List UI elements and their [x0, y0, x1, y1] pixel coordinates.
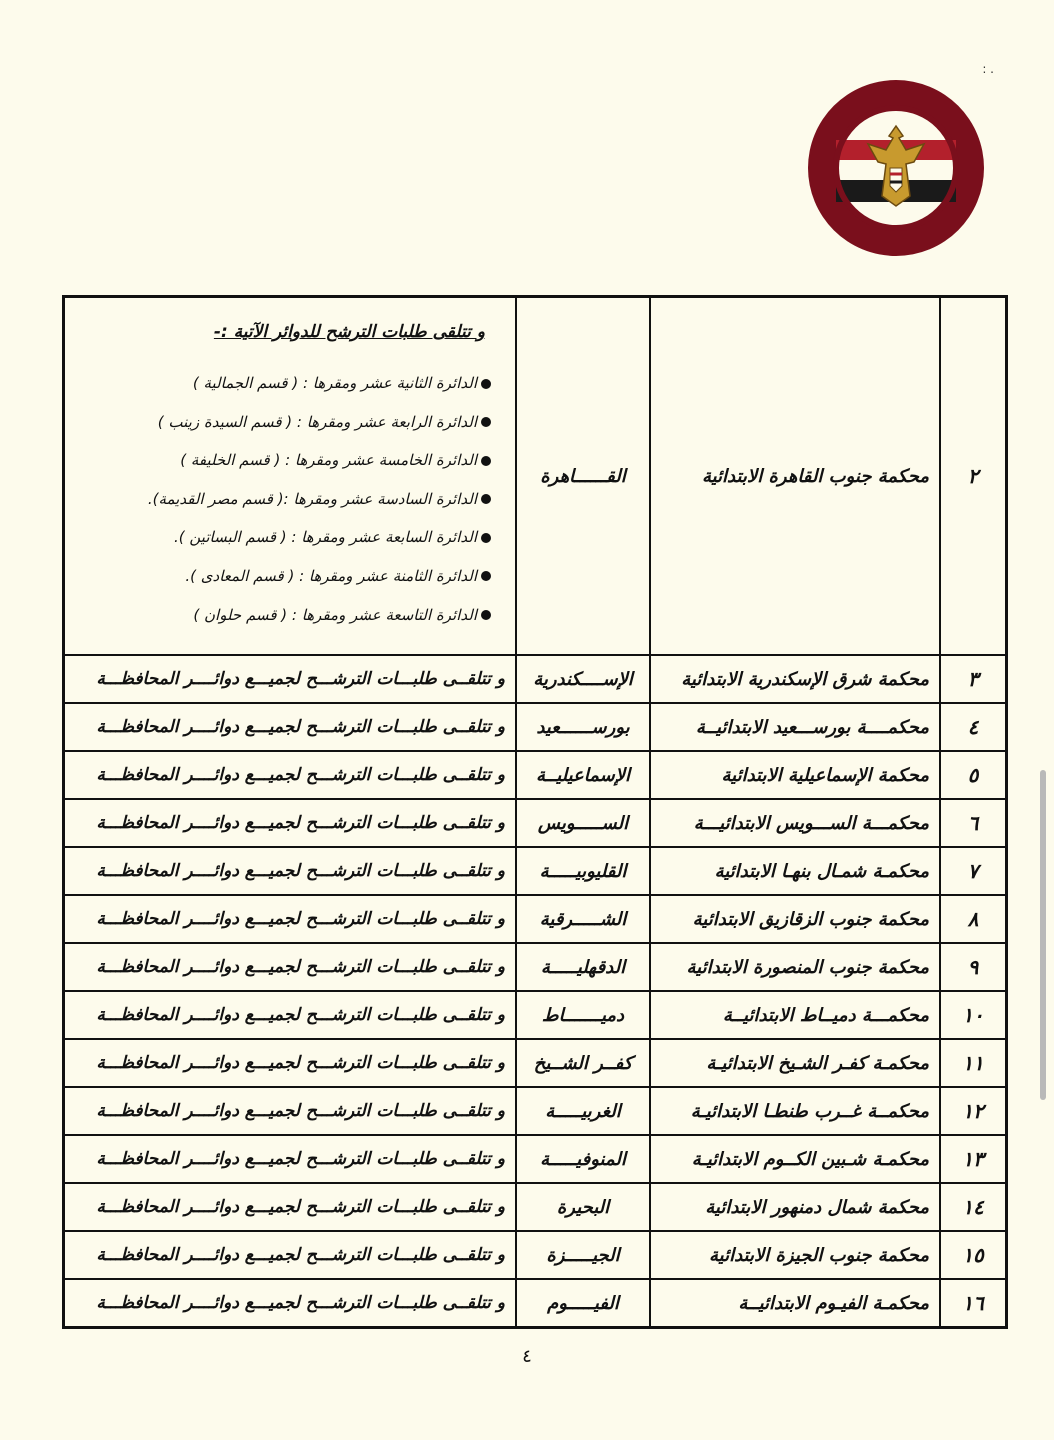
court-name: محكمـــة دميــاط الابتدائيــة: [650, 991, 940, 1039]
governorate-name: بورســــــعيد: [516, 703, 650, 751]
circuit-text: الدائرة الثانية عشر ومقرها : ( قسم الجمالية ): [192, 374, 477, 392]
table-row: [64, 655, 1007, 703]
governorate-name: الإســــكندرية: [516, 655, 650, 703]
court-name: محكمة جنوب المنصورة الابتدائية: [650, 943, 940, 991]
court-name: محكمـة شـبين الكــوم الابتدائيـة: [650, 1135, 940, 1183]
circuits-list: [75, 364, 505, 634]
governorate-name: القــــــاهرة: [516, 297, 650, 656]
circuits-cell: [64, 297, 517, 656]
row-number: ٨: [940, 895, 1007, 943]
table-row: [64, 1039, 1007, 1087]
submission-note: و تتلقــى طلبـــات الترشـــح لجميـــع دوائــــر المحافظـــة: [64, 655, 517, 703]
court-name: محكمـة كفـر الشـيخ الابتدائيـة: [650, 1039, 940, 1087]
submission-note: و تتلقــى طلبـــات الترشـــح لجميـــع دوائــــر المحافظـــة: [64, 943, 517, 991]
circuit-item: [75, 480, 491, 519]
governorate-name: دميـــــــاط: [516, 991, 650, 1039]
row-number: ١٤: [940, 1183, 1007, 1231]
circuit-text: الدائرة السابعة عشر ومقرها : ( قسم البساتين ).: [173, 528, 477, 547]
court-name: محكمة جنوب الجيزة الابتدائية: [650, 1231, 940, 1279]
bullet-icon: [481, 417, 491, 427]
corner-marks: : .: [982, 62, 994, 76]
submission-note: و تتلقــى طلبـــات الترشـــح لجميـــع دوائــــر المحافظـــة: [64, 799, 517, 847]
row-number: ٣: [940, 655, 1007, 703]
governorate-name: القليوبيـــــة: [516, 847, 650, 895]
circuit-text: الدائرة التاسعة عشر ومقرها : ( قسم حلوان ): [193, 605, 477, 624]
circuit-text: الدائرة الخامسة عشر ومقرها : ( قسم الخليفة ): [180, 451, 477, 470]
governorate-name: الفيـــــوم: [516, 1279, 650, 1328]
bullet-icon: [481, 456, 491, 466]
court-name: محكمـــة الســـويس الابتدائيـــة: [650, 799, 940, 847]
row-number: ١١: [940, 1039, 1007, 1087]
court-name: محكمـة الفيـوم الابتدائيــة: [650, 1279, 940, 1328]
table-row: [64, 1135, 1007, 1183]
table-row: [64, 751, 1007, 799]
court-name: محكمــــة بورســـعيد الابتدائيــة: [650, 703, 940, 751]
submission-note: و تتلقــى طلبـــات الترشـــح لجميـــع دوائــــر المحافظـــة: [64, 1183, 517, 1231]
bullet-icon: [481, 571, 491, 581]
circuit-item: [75, 441, 491, 480]
circuit-item: [75, 518, 491, 557]
table-row: [64, 703, 1007, 751]
governorate-name: الغربيـــــة: [516, 1087, 650, 1135]
scrollbar[interactable]: [1040, 770, 1046, 1100]
circuit-item: [75, 403, 491, 442]
row-number: ٥: [940, 751, 1007, 799]
governorate-name: المنوفيـــــة: [516, 1135, 650, 1183]
row-number: ٤: [940, 703, 1007, 751]
row-number: ١٠: [940, 991, 1007, 1039]
table-row: [64, 1231, 1007, 1279]
court-name: محكمة الإسماعيلية الابتدائية: [650, 751, 940, 799]
table-row: [64, 799, 1007, 847]
submission-note: و تتلقــى طلبـــات الترشـــح لجميـــع دوائــــر المحافظـــة: [64, 1039, 517, 1087]
bullet-icon: [481, 533, 491, 543]
court-name: محكمـة شمـال بنهـا الابتدائية: [650, 847, 940, 895]
row-number: ١٣: [940, 1135, 1007, 1183]
circuit-text: الدائرة الرابعة عشر ومقرها : ( قسم السيدة زينب ): [157, 412, 477, 431]
governorate-name: الســـــويس: [516, 799, 650, 847]
submission-note: و تتلقــى طلبـــات الترشـــح لجميـــع دوائــــر المحافظـــة: [64, 751, 517, 799]
court-name: محكمة جنوب الزقازيق الابتدائية: [650, 895, 940, 943]
row-number: ٩: [940, 943, 1007, 991]
circuit-text: الدائرة السادسة عشر ومقرها :( قسم مصر القديمة).: [147, 489, 477, 508]
table-row-cairo: [64, 297, 1007, 656]
submission-note: و تتلقــى طلبـــات الترشـــح لجميـــع دوائــــر المحافظـــة: [64, 895, 517, 943]
court-name: محكمــة غــرب طنطـا الابتدائيـة: [650, 1087, 940, 1135]
bullet-icon: [481, 494, 491, 504]
submission-note: و تتلقــى طلبـــات الترشـــح لجميـــع دوائــــر المحافظـــة: [64, 1135, 517, 1183]
circuit-item: [75, 364, 491, 403]
governorate-name: الدقهليـــــة: [516, 943, 650, 991]
page-number: ٤: [522, 1346, 532, 1367]
bullet-icon: [481, 610, 491, 620]
submission-note: و تتلقــى طلبـــات الترشـــح لجميـــع دوائــــر المحافظـــة: [64, 847, 517, 895]
table-row: [64, 1183, 1007, 1231]
circuit-item: [75, 596, 491, 635]
governorate-name: الجيـــــزة: [516, 1231, 650, 1279]
court-name: محكمة شرق الإسكندرية الابتدائية: [650, 655, 940, 703]
submission-note: و تتلقــى طلبـــات الترشـــح لجميـــع دوائــــر المحافظـــة: [64, 1279, 517, 1328]
table-row: [64, 943, 1007, 991]
submission-note: و تتلقــى طلبـــات الترشـــح لجميـــع دوائــــر المحافظـــة: [64, 703, 517, 751]
circuit-text: الدائرة الثامنة عشر ومقرها : ( قسم المعادى ).: [185, 566, 477, 585]
table-row: [64, 895, 1007, 943]
submission-note: و تتلقــى طلبـــات الترشـــح لجميـــع دوائــــر المحافظـــة: [64, 991, 517, 1039]
row-number: ٧: [940, 847, 1007, 895]
submission-note: و تتلقــى طلبـــات الترشـــح لجميـــع دوائــــر المحافظـــة: [64, 1231, 517, 1279]
governorate-name: الإسماعيليــة: [516, 751, 650, 799]
row-number: ١٦: [940, 1279, 1007, 1328]
table-row: [64, 991, 1007, 1039]
circuit-item: [75, 557, 491, 596]
row-number: ١٥: [940, 1231, 1007, 1279]
row-number: ٢: [940, 297, 1007, 656]
governorate-name: الشـــــرقية: [516, 895, 650, 943]
circuits-heading: و تتلقى طلبات الترشح للدوائر الآتية :-: [213, 322, 485, 342]
table-row: [64, 847, 1007, 895]
governorate-name: كفــر الشــيخ: [516, 1039, 650, 1087]
row-number: ٦: [940, 799, 1007, 847]
courts-table: [62, 295, 1008, 1329]
submission-note: و تتلقــى طلبـــات الترشـــح لجميـــع دوائــــر المحافظـــة: [64, 1087, 517, 1135]
row-number: ١٢: [940, 1087, 1007, 1135]
bullet-icon: [481, 379, 491, 389]
table-row: [64, 1087, 1007, 1135]
court-name: محكمة شمال دمنهور الابتدائية: [650, 1183, 940, 1231]
table-row: [64, 1279, 1007, 1328]
governorate-name: البحيرة: [516, 1183, 650, 1231]
national-election-authority-logo: [806, 78, 986, 258]
court-name: محكمة جنوب القاهرة الابتدائية: [650, 297, 940, 656]
